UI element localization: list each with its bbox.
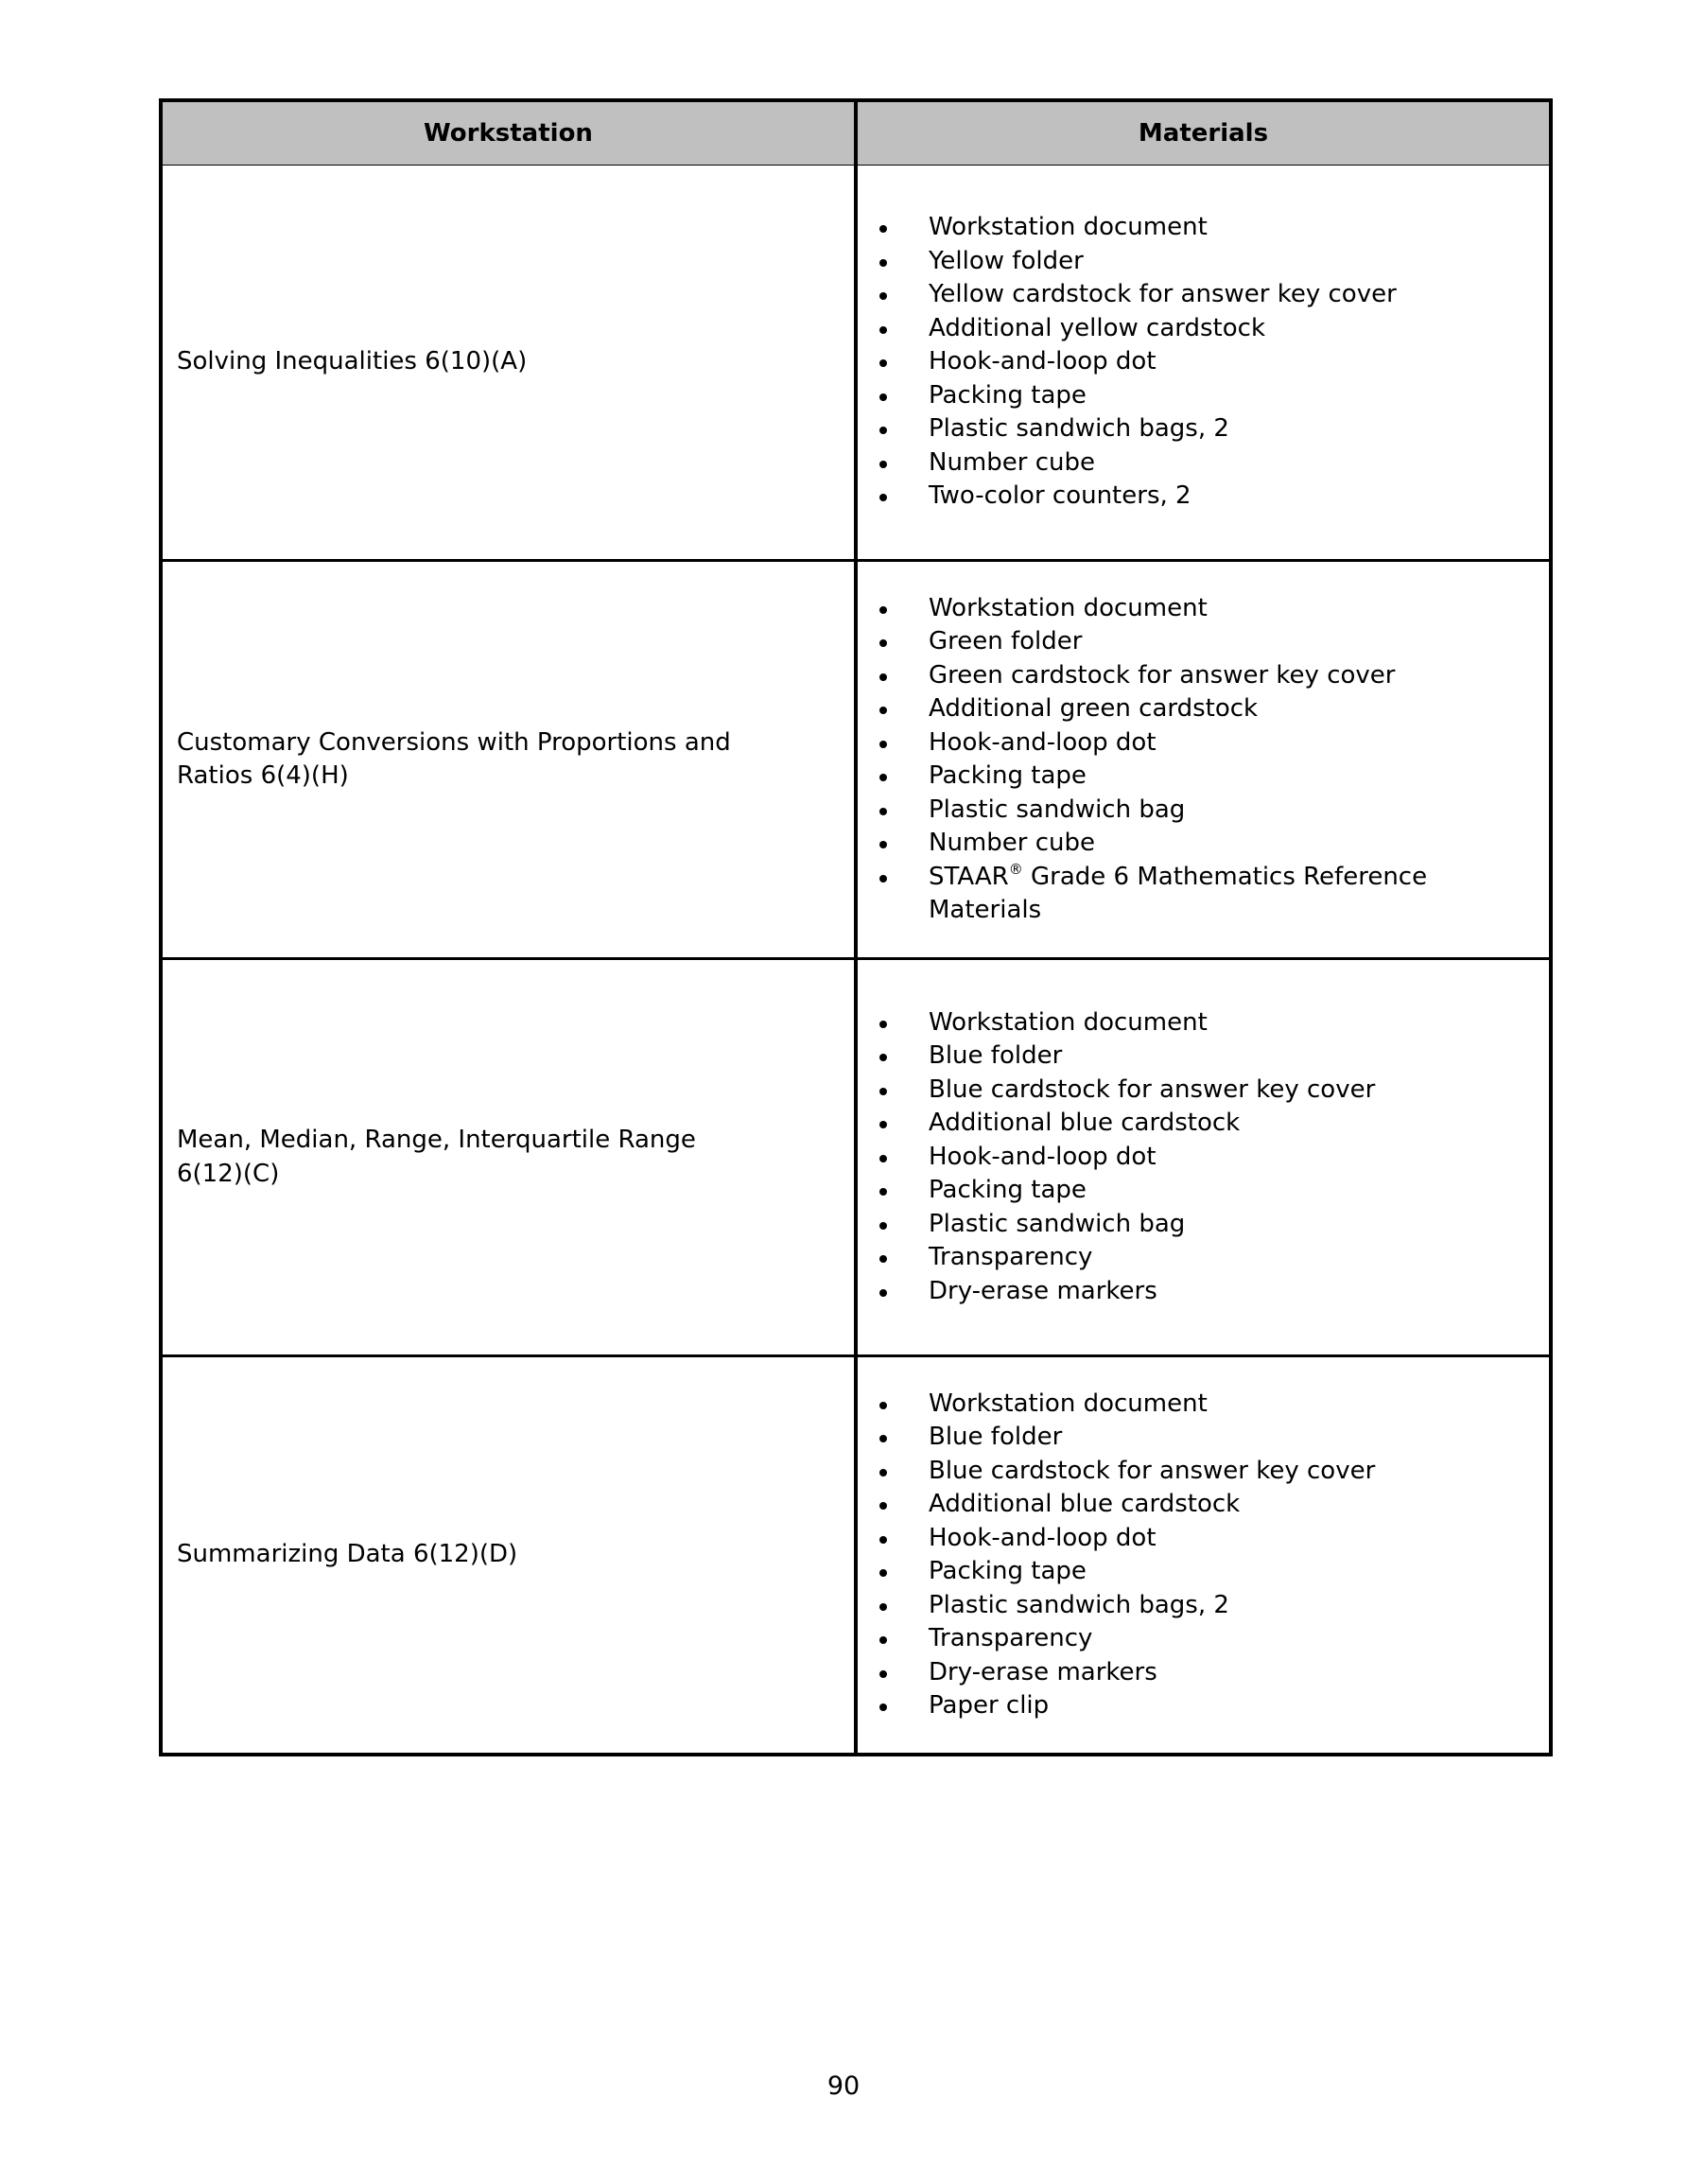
table-row — [163, 957, 1549, 1354]
materials-list — [858, 211, 1397, 514]
list-item — [876, 625, 1427, 659]
material-text: Additional blue cardstock — [929, 1109, 1241, 1138]
workstation-name-line: 6(12)(C) — [177, 1159, 280, 1188]
material-text: Additional yellow cardstock — [929, 313, 1266, 342]
list-item — [876, 1388, 1375, 1422]
materials-list — [858, 1006, 1375, 1309]
list-item — [876, 1455, 1375, 1489]
workstation-cell — [163, 562, 858, 957]
list-item — [876, 827, 1427, 861]
material-text: Workstation document — [929, 213, 1208, 242]
list-item — [876, 659, 1427, 693]
list-item — [876, 245, 1397, 279]
material-text: Yellow folder — [929, 246, 1084, 275]
list-item — [876, 1208, 1375, 1242]
list-item — [876, 1241, 1375, 1275]
material-text: Hook-and-loop dot — [929, 727, 1157, 757]
material-text: Blue folder — [929, 1423, 1063, 1451]
workstation-name-line: Summarizing Data 6(12)(D) — [177, 1540, 518, 1569]
material-text: Number cube — [929, 447, 1095, 477]
material-text: Plastic sandwich bag — [929, 1209, 1186, 1238]
material-text: Dry-erase markers — [929, 1276, 1157, 1305]
material-text: Dry-erase markers — [929, 1657, 1157, 1686]
list-item — [876, 480, 1397, 514]
material-text: Two-color counters, 2 — [929, 481, 1191, 511]
material-text: Packing tape — [929, 1176, 1087, 1205]
material-text-part: Grade 6 Mathematics Reference — [1022, 862, 1428, 891]
list-item — [876, 211, 1397, 245]
material-text: Packing tape — [929, 761, 1087, 790]
workstation-cell — [163, 166, 858, 559]
list-item — [876, 1522, 1375, 1556]
materials-list — [858, 1388, 1375, 1723]
materials-list — [858, 592, 1427, 928]
table-row — [163, 559, 1549, 957]
list-item — [876, 1275, 1375, 1309]
material-text: Additional blue cardstock — [929, 1490, 1241, 1518]
list-item — [876, 1174, 1375, 1208]
material-text: Yellow cardstock for answer key cover — [929, 280, 1397, 309]
material-text: Workstation document — [929, 1389, 1208, 1418]
material-text: Workstation document — [929, 1007, 1208, 1037]
list-item — [876, 345, 1397, 379]
list-item — [876, 1689, 1375, 1723]
list-item — [876, 726, 1427, 760]
material-text: Transparency — [929, 1624, 1093, 1652]
workstation-name-line: Solving Inequalities 6(10)(A) — [177, 347, 528, 376]
list-item — [876, 446, 1397, 480]
materials-cell — [858, 166, 1549, 559]
workstation-name — [163, 1538, 517, 1572]
workstation-name-line: Ratios 6(4)(H) — [177, 761, 349, 790]
list-item — [876, 1141, 1375, 1175]
material-text: Plastic sandwich bags, 2 — [929, 1590, 1229, 1619]
material-text: Green folder — [929, 627, 1083, 655]
table-row — [163, 166, 1549, 559]
material-text: Hook-and-loop dot — [929, 347, 1157, 376]
list-item — [876, 1006, 1375, 1040]
header-workstation: Workstation — [163, 102, 858, 165]
materials-cell — [858, 960, 1549, 1354]
list-item — [876, 1589, 1375, 1623]
list-item — [876, 1074, 1375, 1108]
workstation-cell — [163, 1357, 858, 1753]
workstation-cell — [163, 960, 858, 1354]
list-item — [876, 1040, 1375, 1074]
workstation-name-line: Customary Conversions with Proportions and — [177, 727, 731, 757]
material-text-continuation: Materials — [929, 896, 1042, 924]
material-text: Number cube — [929, 829, 1095, 857]
list-item — [876, 592, 1427, 626]
list-item — [876, 1555, 1375, 1589]
page-number: 90 — [826, 2071, 861, 2101]
material-text: Blue cardstock for answer key cover — [929, 1456, 1376, 1485]
material-text: Blue folder — [929, 1041, 1063, 1071]
list-item — [876, 1622, 1375, 1656]
list-item — [876, 794, 1427, 828]
header-materials: Materials — [1138, 119, 1269, 148]
material-text: Additional green cardstock — [929, 694, 1259, 723]
list-item — [876, 1107, 1375, 1141]
list-item — [876, 861, 1427, 928]
material-text: Packing tape — [929, 1557, 1087, 1585]
material-text: Plastic sandwich bag — [929, 795, 1186, 824]
material-text: Hook-and-loop dot — [929, 1523, 1157, 1552]
workstation-materials-table — [159, 98, 1553, 1756]
list-item — [876, 379, 1397, 413]
list-item — [876, 312, 1397, 346]
table-header-row — [163, 102, 1549, 166]
list-item — [876, 278, 1397, 312]
registered-mark: ® — [1008, 860, 1023, 878]
material-text: Workstation document — [929, 593, 1208, 622]
material-text: Plastic sandwich bags, 2 — [929, 414, 1229, 444]
material-text — [929, 861, 1427, 895]
list-item — [876, 1488, 1375, 1522]
material-text: Transparency — [929, 1243, 1093, 1272]
workstation-name — [163, 726, 731, 794]
list-item — [876, 1656, 1375, 1690]
material-text: Packing tape — [929, 380, 1087, 410]
materials-cell — [858, 1357, 1549, 1753]
material-text-part: STAAR — [929, 862, 1009, 891]
material-text: Blue cardstock for answer key cover — [929, 1075, 1376, 1104]
list-item — [876, 1421, 1375, 1455]
material-text: Hook-and-loop dot — [929, 1142, 1157, 1171]
list-item — [876, 412, 1397, 446]
materials-cell — [858, 562, 1549, 957]
workstation-name — [163, 345, 527, 379]
workstation-name-line: Mean, Median, Range, Interquartile Range — [177, 1126, 696, 1154]
list-item — [876, 760, 1427, 794]
table-row — [163, 1354, 1549, 1753]
material-text: Paper clip — [929, 1691, 1050, 1720]
workstation-name — [163, 1124, 696, 1191]
list-item — [876, 692, 1427, 726]
material-text: Green cardstock for answer key cover — [929, 660, 1396, 690]
